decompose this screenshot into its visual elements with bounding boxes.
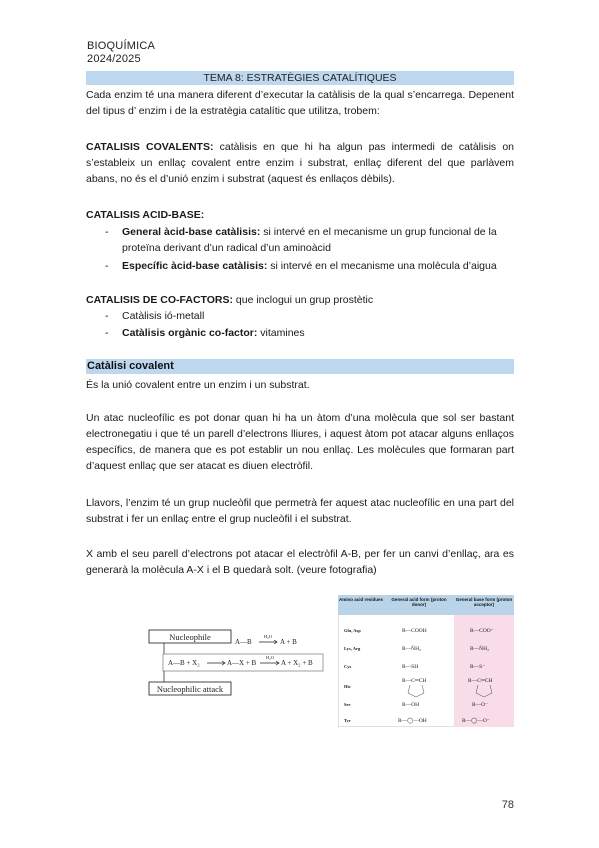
list-bullet: -: [105, 310, 109, 322]
cofactors-label: CATALISIS DE CO-FACTORS:: [86, 294, 233, 306]
page-number: 78: [501, 799, 514, 811]
reaction-2-intermediate: A—X + B: [227, 659, 257, 667]
base-lys-arg: R—N̈H₂: [470, 646, 490, 652]
amino-acid-residues-table: [338, 595, 514, 727]
acid-ser: R—OH: [402, 702, 420, 708]
table-header-residues: Amino acid residues: [339, 597, 383, 602]
base-his: R—C═CH: [468, 678, 493, 684]
document-subject: BIOQUÍMICA: [87, 40, 156, 52]
item-label: Catàlisis orgànic co-factor:: [122, 327, 258, 339]
table-header-base-form: General base form (proton acceptor): [455, 597, 513, 607]
list-item-general-acid-base: [122, 224, 514, 240]
residue-ser: Ser: [344, 702, 351, 707]
list-item-organic-cofactor: [122, 325, 305, 341]
residue-glu-asp: Glu, Asp: [344, 628, 361, 633]
cofactors-paragraph: [86, 292, 514, 308]
acid-lys-arg: R—N̈H₂: [402, 646, 422, 652]
base-tyr: R—◯—O⁻: [462, 718, 490, 724]
section-title: Catàlisi covalent: [87, 360, 174, 372]
reaction-2-reactants: A—B + X₂: [168, 659, 200, 667]
item-label: Específic àcid-base catàlisis:: [122, 260, 268, 272]
residue-tyr: Tyr: [344, 718, 351, 723]
list-bullet: -: [105, 226, 109, 238]
document-year: 2024/2025: [87, 53, 141, 65]
item-text: vitamines: [257, 327, 305, 339]
item-text: si intervé en el mecanisme un grup funcional de la: [260, 226, 497, 238]
reaction-1-product: A + B: [280, 638, 297, 646]
item-text: si intervé en el mecanisme una molècula d’aigua: [267, 260, 497, 272]
nucleophile-label: Nucleophile: [169, 632, 211, 642]
nucleophilic-attack-figure: [143, 628, 329, 698]
paragraph-4: X amb el seu parell d’electrons pot atacar el electròfil A-B, per fer un canvi d’enllaç, ara es generarà la molècula A-X i el B quedarà solt. (veure fotografia): [86, 548, 514, 576]
list-bullet: -: [105, 260, 109, 272]
table-header-acid-form: General acid form (proton donor): [391, 597, 447, 607]
nucleophilic-attack-label: Nucleophilic attack: [156, 684, 224, 694]
residue-his: His: [344, 684, 351, 689]
topic-title-band: TEMA 8: ESTRATÈGIES CATALÍTIQUES: [86, 71, 514, 85]
item-label: General àcid-base catàlisis:: [122, 226, 261, 238]
base-glu-asp: R—COO⁻: [470, 628, 494, 634]
reaction-2-catalyst: H₂O: [266, 655, 275, 660]
paragraph-3: Llavors, l’enzim té un grup nucleòfil que permetrà fer aquest atac nucleofílic en una part del substrat i fer un enllaç entre el grup nucleòfil i el substrat.: [86, 497, 514, 525]
base-ser: R—O⁻: [472, 702, 489, 708]
paragraph-1: És la unió covalent entre un enzim i un substrat.: [86, 379, 310, 391]
section-heading-band: [86, 359, 514, 374]
acid-base-heading: CATALISIS ACID-BASE:: [86, 209, 205, 221]
acid-tyr: R—◯—OH: [398, 718, 427, 724]
list-item-specific-acid-base: [122, 258, 514, 274]
covalent-text: catàlisis en que hi ha algun pas intermedi de catàlisis on s’estableix un enllaç covalent entre enzim i substrat, enllaç diferent del que parlàvem abans, no és el d’unió enzim i substrat (aquest és enllaços dèbils).: [86, 141, 514, 185]
list-item-metal-ion: Catàlisis ió-metall: [122, 310, 205, 322]
list-bullet: -: [105, 327, 109, 339]
residue-lys-arg: Lys, Arg: [344, 646, 361, 651]
residue-cys: Cys: [344, 664, 352, 669]
list-item-general-acid-base-cont: proteïna derivant d’un radical d’un aminoàcid: [122, 242, 331, 254]
reaction-1-catalyst: H₂O: [264, 634, 273, 639]
covalent-label: CATALISIS COVALENTS:: [86, 141, 214, 153]
cofactors-text: que inclogui un grup prostètic: [233, 294, 374, 306]
paragraph-2: Un atac nucleofílic es pot donar quan hi ha un àtom d’una molècula que sol ser bastant electronegatiu i que té un parell d’electrons lliures, i aquest àtom pot atacar alguns enllaços específics, de manera que es pot establir un nou enllaç. Les molècules que formaran part d’aquest enllaç que ser atacat es diuen electròfil.: [86, 412, 514, 472]
reaction-2-products: A + X₂ + B: [281, 659, 313, 667]
reaction-1-reactant: A—B: [235, 638, 252, 646]
covalent-catalysis-paragraph: [86, 139, 514, 187]
acid-his: R—C═CH: [402, 678, 427, 684]
base-cys: R—S⁻: [470, 664, 486, 670]
acid-cys: R—SH: [402, 664, 419, 670]
acid-glu-asp: R—COOH: [402, 628, 427, 634]
intro-paragraph: Cada enzim té una manera diferent d’executar la catàlisis de la qual s’encarrega. Depenent del tipus d’ enzim i de la estratègia catalític que utilitza, trobem:: [86, 89, 514, 117]
